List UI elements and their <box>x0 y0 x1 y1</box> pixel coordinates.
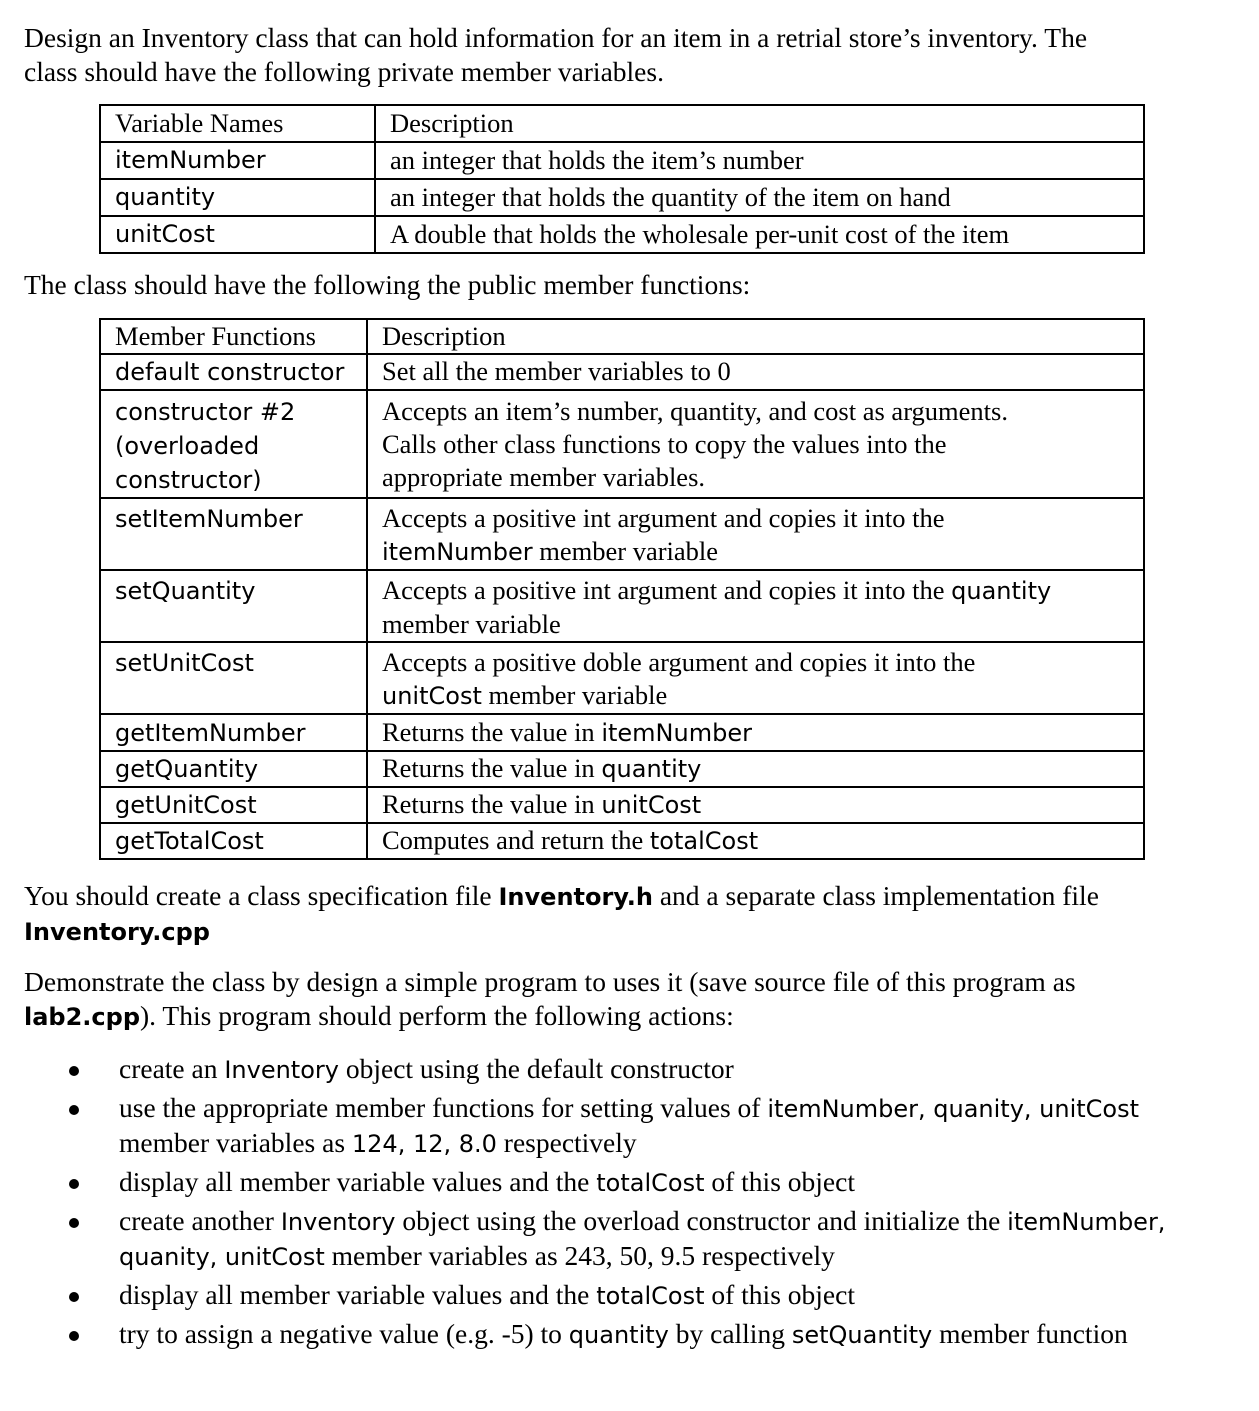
list-item <box>0 1317 1240 1352</box>
list-text: try to assign a negative value (e.g. -5) to <box>119 1318 569 1349</box>
description-line: appropriate member variables. <box>382 462 706 492</box>
table-row <box>100 498 1144 570</box>
table-header-row <box>100 105 1144 142</box>
demo-text: ). This program should perform the following actions: <box>140 1000 734 1031</box>
code-term: totalCost <box>649 827 759 855</box>
intro-paragraph <box>24 21 1234 89</box>
list-item <box>0 1052 1240 1087</box>
description-line: Calls other class functions to copy the values into the <box>382 429 947 459</box>
program-file-name: lab2.cpp <box>24 1003 141 1031</box>
header-member-functions: Member Functions <box>100 319 367 354</box>
header-description: Description <box>367 319 1144 354</box>
code-term: itemNumber, quanity, unitCost <box>767 1095 1140 1123</box>
description-text: Returns the value in <box>382 753 602 783</box>
code-term: quantity <box>951 577 1052 605</box>
code-term: Inventory <box>280 1208 396 1236</box>
intro-line-2: class should have the following private member variables. <box>24 56 664 87</box>
function-description <box>367 570 1144 642</box>
function-name: setQuantity <box>100 570 367 642</box>
function-name: setUnitCost <box>100 642 367 714</box>
functions-intro: The class should have the following the public member functions: <box>24 269 751 300</box>
list-text: of this object <box>704 1279 855 1310</box>
function-name: default constructor <box>100 354 367 390</box>
implementation-file-name: Inventory.cpp <box>24 918 210 946</box>
code-term: setQuantity <box>791 1321 933 1349</box>
files-paragraph <box>24 879 1234 949</box>
functions-table <box>99 318 1145 860</box>
function-name: setItemNumber <box>100 498 367 570</box>
code-term: unitCost <box>601 791 702 819</box>
code-term: itemNumber, <box>1007 1208 1166 1236</box>
function-description <box>367 787 1144 823</box>
code-term: quantity <box>568 1321 669 1349</box>
table-row <box>100 751 1144 787</box>
table-row <box>100 570 1144 642</box>
function-name: getItemNumber <box>100 714 367 751</box>
list-item <box>0 1165 1240 1200</box>
list-text: use the appropriate member functions for setting values of <box>119 1092 768 1123</box>
list-text: of this object <box>704 1166 855 1197</box>
code-term: unitCost <box>382 682 482 710</box>
code-term: quantity <box>601 755 702 783</box>
list-text: member variables as <box>119 1127 352 1158</box>
list-item <box>0 1091 1240 1161</box>
description-text: member variable <box>382 609 561 639</box>
list-text: member variables as 243, 50, 9.5 respectively <box>324 1240 835 1271</box>
description-text: Accepts a positive int argument and copies it into the <box>382 575 952 605</box>
list-text: object using the default constructor <box>338 1053 734 1084</box>
function-description <box>367 642 1144 714</box>
description-text: Returns the value in <box>382 789 602 819</box>
description-text: Returns the value in <box>382 717 602 747</box>
list-text: member function <box>932 1318 1128 1349</box>
list-text: respectively <box>496 1127 637 1158</box>
intro-line-1: Design an Inventory class that can hold information for an item in a retrial store’s inventory. The <box>24 22 1088 53</box>
code-term: quanity, unitCost <box>119 1243 325 1271</box>
header-description: Description <box>375 105 1144 142</box>
table-row <box>100 714 1144 751</box>
actions-list <box>0 1052 1240 1356</box>
description-text: member variable <box>532 536 719 566</box>
table-row <box>100 390 1144 498</box>
files-text: You should create a class specification file <box>24 880 499 911</box>
files-text: and a separate class implementation file <box>652 880 1099 911</box>
table-row <box>100 823 1144 859</box>
description-text: member variable <box>481 680 668 710</box>
list-text: by calling <box>668 1318 792 1349</box>
code-term: totalCost <box>596 1282 705 1310</box>
function-name: getQuantity <box>100 751 367 787</box>
list-item <box>0 1204 1240 1274</box>
table-row <box>100 787 1144 823</box>
list-text: display all member variable values and the <box>119 1166 597 1197</box>
table-row <box>100 354 1144 390</box>
code-term: Inventory <box>224 1056 339 1084</box>
description-text: Computes and return the <box>382 825 650 855</box>
function-name-line: constructor) <box>115 466 262 494</box>
variable-name: unitCost <box>100 216 375 253</box>
demo-text: Demonstrate the class by design a simple program to uses it (save source file of this program as <box>24 966 1076 997</box>
function-name: getUnitCost <box>100 787 367 823</box>
function-name <box>100 390 367 498</box>
function-description <box>367 714 1144 751</box>
code-term: itemNumber <box>601 719 752 747</box>
code-term: 124, 12, 8.0 <box>351 1130 497 1158</box>
list-text: display all member variable values and the <box>119 1279 597 1310</box>
list-text: object using the overload constructor and initialize the <box>395 1205 1008 1236</box>
header-variable-names: Variable Names <box>100 105 375 142</box>
description-line: Accepts an item’s number, quantity, and cost as arguments. <box>382 396 1008 426</box>
description-text: Accepts a positive int argument and copies it into the <box>382 503 945 533</box>
variable-name: itemNumber <box>100 142 375 179</box>
variable-description: A double that holds the wholesale per-unit cost of the item <box>375 216 1144 253</box>
function-name-line: (overloaded <box>115 432 260 460</box>
header-file-name: Inventory.h <box>498 883 653 911</box>
code-term: itemNumber <box>382 538 533 566</box>
function-description <box>367 823 1144 859</box>
description-text: Accepts a positive doble argument and copies it into the <box>382 647 976 677</box>
function-name: getTotalCost <box>100 823 367 859</box>
list-text: create another <box>119 1205 281 1236</box>
list-item <box>0 1278 1240 1313</box>
function-description <box>367 498 1144 570</box>
function-description <box>367 751 1144 787</box>
table-header-row <box>100 319 1144 354</box>
variable-description: an integer that holds the quantity of the item on hand <box>375 179 1144 216</box>
function-name-line: constructor #2 <box>115 398 296 426</box>
variable-description: an integer that holds the item’s number <box>375 142 1144 179</box>
variable-name: quantity <box>100 179 375 216</box>
table-row <box>100 216 1144 253</box>
demo-paragraph <box>24 965 1234 1034</box>
table-row <box>100 179 1144 216</box>
list-text: create an <box>119 1053 225 1084</box>
function-description: Set all the member variables to 0 <box>367 354 1144 390</box>
table-row <box>100 642 1144 714</box>
variables-table <box>99 104 1145 254</box>
table-row <box>100 142 1144 179</box>
code-term: totalCost <box>596 1169 705 1197</box>
function-description <box>367 390 1144 498</box>
